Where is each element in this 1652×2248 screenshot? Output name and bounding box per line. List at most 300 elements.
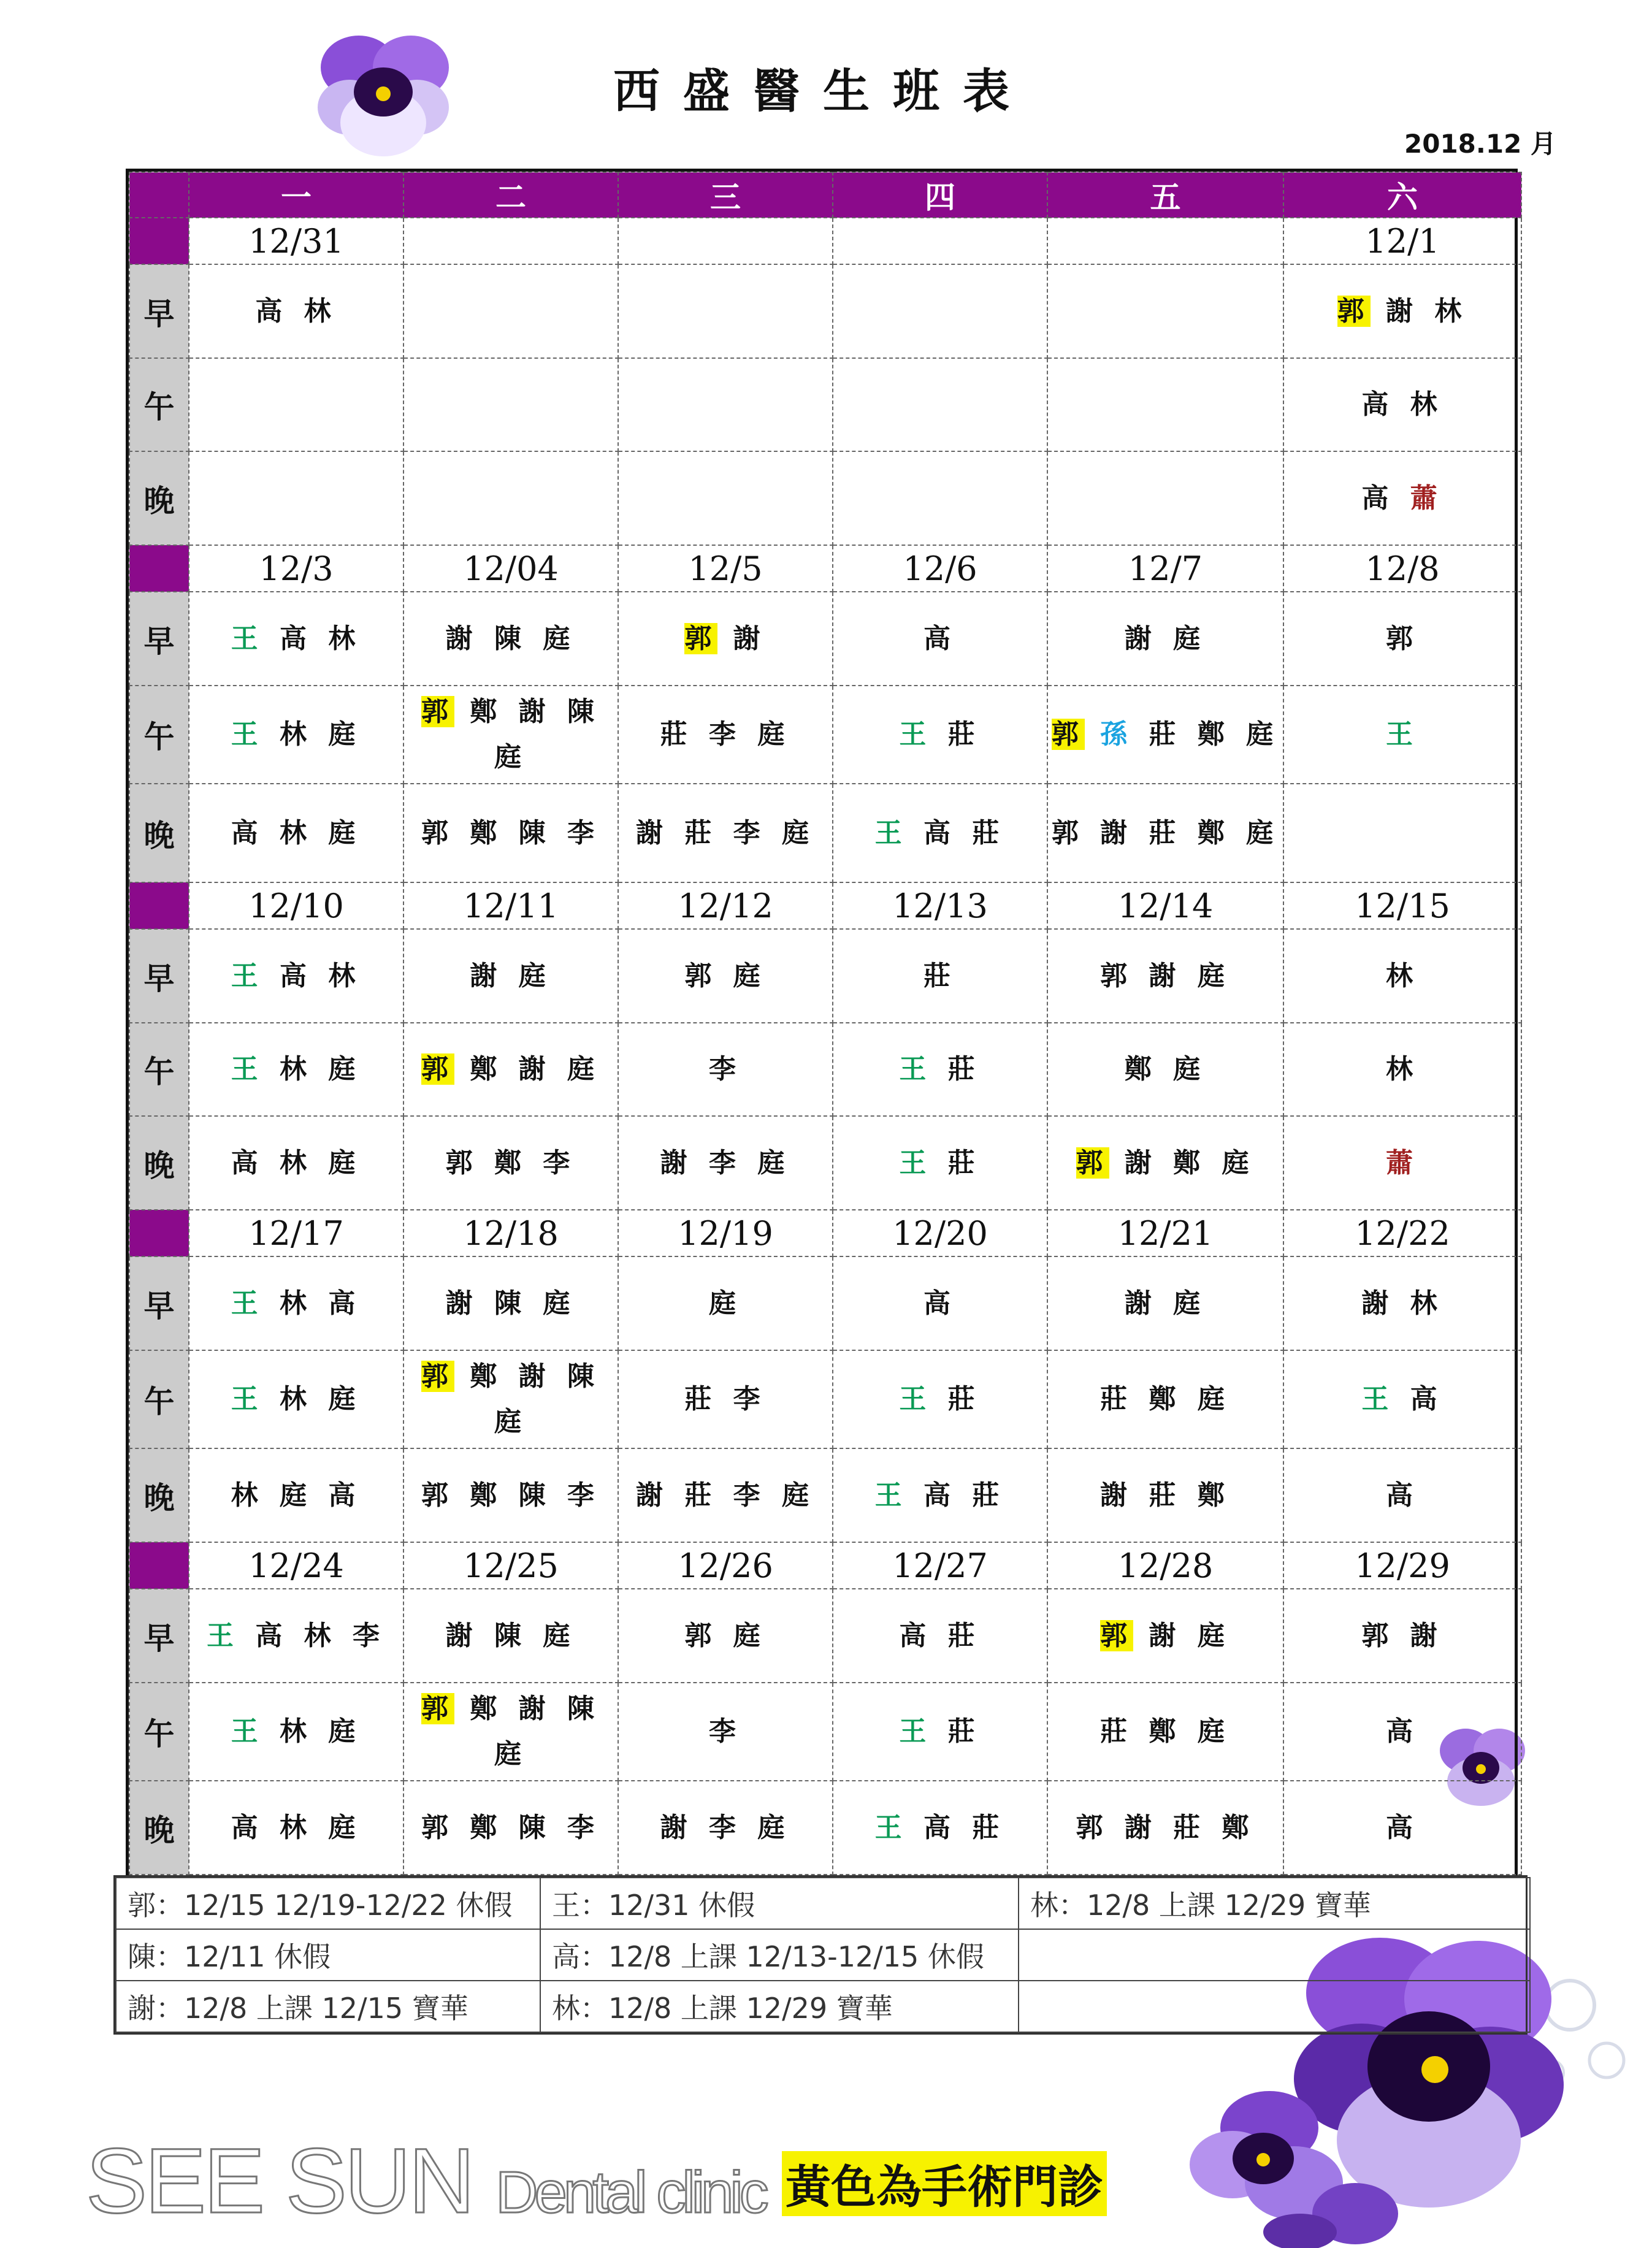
doctor-name: 李 — [709, 1716, 742, 1748]
doctor-name: 李 — [733, 1383, 767, 1415]
schedule-grid — [129, 172, 1522, 1875]
doctor-name: 謝 — [1410, 1619, 1444, 1651]
doctor-name: 鄭 — [470, 1053, 503, 1085]
doctor-name: 謝 — [445, 1619, 479, 1651]
shift-cell — [1283, 1023, 1521, 1117]
date-cell: 12/7 — [1047, 545, 1283, 592]
doctor-name: 鄭 — [470, 817, 503, 849]
shift-cell — [1283, 1589, 1521, 1683]
shift-cell — [1283, 1781, 1521, 1875]
doctor-name: 謝 — [1100, 817, 1134, 849]
date-cell: 12/14 — [1047, 882, 1283, 929]
doctor-name: 李 — [543, 1147, 576, 1179]
note-cell — [1019, 1981, 1530, 2032]
shift-cell — [1283, 358, 1521, 452]
doctor-name: 王 — [899, 1716, 933, 1748]
shift-cell — [833, 1023, 1047, 1117]
shift-cell — [1047, 264, 1283, 358]
doctor-name: 謝 — [470, 960, 503, 992]
slot-label: 午 — [129, 1683, 189, 1781]
shift-cell — [1283, 592, 1521, 686]
shift-cell — [833, 358, 1047, 452]
note-cell — [1019, 1929, 1530, 1981]
doctor-name: 庭 — [494, 1738, 527, 1770]
doctor-name: 庭 — [1197, 1716, 1231, 1748]
note-cell: 高：12/8 上課 12/13-12/15 休假 — [540, 1929, 1019, 1981]
doctor-name: 庭 — [757, 719, 791, 751]
slot-label: 早 — [129, 929, 189, 1023]
doctor-name: 林 — [1410, 389, 1444, 421]
doctor-name: 高 — [231, 1147, 264, 1179]
doctor-name: 郭 — [421, 696, 454, 728]
date-cell: 12/15 — [1283, 882, 1521, 929]
doctor-name: 庭 — [328, 1147, 362, 1179]
slot-row — [129, 1589, 1521, 1683]
doctor-name: 鄭 — [1197, 719, 1231, 751]
doctor-name: 謝 — [1386, 295, 1419, 327]
shift-cell — [403, 1023, 618, 1117]
shift-cell — [403, 784, 618, 882]
shift-cell — [403, 1116, 618, 1210]
shift-cell — [833, 929, 1047, 1023]
date-cell: 12/18 — [403, 1210, 618, 1256]
doctor-name: 莊 — [1173, 1811, 1207, 1843]
doctor-name: 庭 — [543, 622, 576, 654]
shift-cell — [403, 358, 618, 452]
doctor-name: 庭 — [280, 1479, 313, 1511]
doctor-name: 李 — [709, 719, 742, 751]
slot-row — [129, 1350, 1521, 1449]
note-cell: 王：12/31 休假 — [540, 1878, 1019, 1929]
doctor-name: 謝 — [1149, 960, 1182, 992]
doctor-name: 李 — [567, 817, 600, 849]
doctor-name: 庭 — [328, 817, 362, 849]
doctor-name: 庭 — [1246, 817, 1280, 849]
doctor-name: 李 — [567, 1811, 600, 1843]
doctor-name: 高 — [1361, 482, 1395, 514]
clinic-logo — [86, 2128, 765, 2234]
doctor-name: 高 — [231, 817, 264, 849]
doctor-name: 王 — [899, 1147, 933, 1179]
weekday-header-row — [129, 172, 1521, 218]
doctor-name: 鄭 — [470, 696, 503, 728]
slot-row — [129, 784, 1521, 882]
slot-label: 午 — [129, 1023, 189, 1117]
shift-cell — [618, 1256, 833, 1350]
doctor-name: 莊 — [947, 1383, 981, 1415]
shift-cell — [833, 784, 1047, 882]
clinic-logo-sub: Dental clinic — [495, 2160, 765, 2225]
doctor-name: 蕭 — [1410, 482, 1444, 514]
date-row-corner — [129, 545, 189, 592]
doctor-name: 庭 — [1246, 719, 1280, 751]
shift-cell — [189, 1350, 403, 1449]
doctor-name: 林 — [1434, 295, 1468, 327]
date-row — [129, 218, 1521, 264]
doctor-name: 庭 — [781, 817, 815, 849]
doctor-name: 陳 — [518, 1479, 552, 1511]
shift-cell — [403, 1448, 618, 1542]
slot-label: 早 — [129, 264, 189, 358]
doctor-name: 郭 — [1361, 1619, 1395, 1651]
month-label: 2018.12 月 — [1404, 129, 1556, 159]
shift-cell — [1047, 1781, 1283, 1875]
slot-label: 午 — [129, 686, 189, 784]
surgery-legend: 黃色為手術門診 — [782, 2151, 1107, 2216]
date-row-corner — [129, 1210, 189, 1256]
date-cell: 12/28 — [1047, 1542, 1283, 1589]
shift-cell — [1047, 1350, 1283, 1449]
doctor-name: 庭 — [494, 1406, 527, 1438]
shift-cell — [833, 1589, 1047, 1683]
shift-cell — [1283, 686, 1521, 784]
doctor-name: 林 — [1410, 1287, 1444, 1319]
doctor-name: 莊 — [1149, 1479, 1182, 1511]
shift-cell — [403, 929, 618, 1023]
doctor-name: 庭 — [1173, 1053, 1207, 1085]
doctor-name: 謝 — [518, 1361, 552, 1393]
shift-cell — [1047, 1683, 1283, 1781]
doctor-name: 莊 — [972, 1479, 1006, 1511]
shift-cell — [1283, 784, 1521, 882]
slot-label: 午 — [129, 358, 189, 452]
doctor-name: 林 — [328, 960, 362, 992]
shift-cell — [403, 1256, 618, 1350]
header-corner — [129, 172, 189, 218]
shift-cell — [189, 1256, 403, 1350]
doctor-name: 庭 — [1173, 622, 1207, 654]
doctor-name: 莊 — [972, 1811, 1006, 1843]
shift-cell — [189, 1683, 403, 1781]
doctor-name: 郭 — [684, 622, 718, 654]
slot-row — [129, 1781, 1521, 1875]
shift-cell — [1283, 1256, 1521, 1350]
doctor-name: 庭 — [1197, 1619, 1231, 1651]
doctor-name: 莊 — [947, 719, 981, 751]
doctor-name: 鄭 — [1149, 1383, 1182, 1415]
doctor-name: 郭 — [421, 1361, 454, 1393]
slot-row — [129, 451, 1521, 545]
doctor-name: 謝 — [445, 622, 479, 654]
doctor-name: 鄭 — [1197, 817, 1231, 849]
shift-cell — [189, 1116, 403, 1210]
shift-cell — [1047, 1256, 1283, 1350]
doctor-name: 郭 — [1100, 1619, 1134, 1651]
shift-cell — [833, 1350, 1047, 1449]
shift-cell — [618, 1023, 833, 1117]
doctor-name: 莊 — [947, 1716, 981, 1748]
note-cell: 謝：12/8 上課 12/15 寶華 — [116, 1981, 540, 2032]
doctor-name: 王 — [231, 960, 264, 992]
doctor-name: 陳 — [518, 817, 552, 849]
shift-cell — [189, 686, 403, 784]
doctor-name: 王 — [874, 1479, 908, 1511]
shift-cell — [833, 264, 1047, 358]
slot-row — [129, 1683, 1521, 1781]
doctor-name: 謝 — [1124, 622, 1158, 654]
date-cell: 12/25 — [403, 1542, 618, 1589]
doctor-name: 郭 — [1337, 295, 1371, 327]
doctor-name: 郭 — [421, 1479, 454, 1511]
doctor-name: 鄭 — [1124, 1053, 1158, 1085]
doctor-name: 王 — [231, 622, 264, 654]
doctor-name: 庭 — [328, 719, 362, 751]
doctor-name: 庭 — [494, 741, 527, 773]
slot-row — [129, 264, 1521, 358]
doctor-name: 王 — [231, 1716, 264, 1748]
doctor-name: 王 — [1361, 1383, 1395, 1415]
date-cell: 12/11 — [403, 882, 618, 929]
date-cell — [618, 218, 833, 264]
date-cell: 12/31 — [189, 218, 403, 264]
clinic-logo-main: SEE SUN — [86, 2129, 496, 2232]
doctor-name: 郭 — [1100, 960, 1134, 992]
doctor-name: 莊 — [947, 1053, 981, 1085]
doctor-name: 王 — [899, 1053, 933, 1085]
doctor-name: 林 — [280, 1383, 313, 1415]
doctor-name: 莊 — [1149, 719, 1182, 751]
doctor-name: 李 — [352, 1619, 386, 1651]
doctor-name: 高 — [924, 817, 957, 849]
doctor-name: 林 — [1386, 1053, 1419, 1085]
doctor-name: 謝 — [445, 1287, 479, 1319]
doctor-name: 高 — [280, 960, 313, 992]
shift-cell — [618, 592, 833, 686]
shift-cell — [618, 1589, 833, 1683]
shift-cell — [189, 1589, 403, 1683]
shift-cell — [403, 592, 618, 686]
shift-cell — [403, 1683, 618, 1781]
shift-cell — [1047, 686, 1283, 784]
shift-cell — [189, 264, 403, 358]
shift-cell — [189, 592, 403, 686]
doctor-name: 鄭 — [470, 1693, 503, 1725]
shift-cell — [1047, 1589, 1283, 1683]
doctor-name: 林 — [280, 817, 313, 849]
shift-cell — [1283, 1448, 1521, 1542]
doctor-name: 庭 — [328, 1053, 362, 1085]
doctor-name: 郭 — [1386, 622, 1419, 654]
schedule-table — [126, 169, 1518, 1878]
doctor-name: 高 — [924, 622, 957, 654]
doctor-name: 王 — [874, 1811, 908, 1843]
date-cell — [833, 218, 1047, 264]
doctor-name: 林 — [280, 719, 313, 751]
doctor-name: 謝 — [518, 1053, 552, 1085]
slot-row — [129, 1256, 1521, 1350]
doctor-name: 王 — [874, 817, 908, 849]
doctor-name: 謝 — [518, 696, 552, 728]
doctor-name: 庭 — [328, 1716, 362, 1748]
doctor-name: 謝 — [733, 622, 767, 654]
date-cell: 12/6 — [833, 545, 1047, 592]
doctor-name: 莊 — [972, 817, 1006, 849]
doctor-name: 謝 — [1124, 1811, 1158, 1843]
date-cell: 12/10 — [189, 882, 403, 929]
doctor-name: 謝 — [1361, 1287, 1395, 1319]
doctor-name: 鄭 — [494, 1147, 527, 1179]
shift-cell — [618, 686, 833, 784]
doctor-name: 庭 — [1197, 1383, 1231, 1415]
doctor-name: 庭 — [543, 1287, 576, 1319]
doctor-name: 王 — [231, 1383, 264, 1415]
shift-cell — [1283, 1683, 1521, 1781]
doctor-name: 庭 — [1173, 1287, 1207, 1319]
slot-row — [129, 1116, 1521, 1210]
date-cell: 12/29 — [1283, 1542, 1521, 1589]
slot-label: 晚 — [129, 1116, 189, 1210]
shift-cell — [618, 1116, 833, 1210]
shift-cell — [618, 1350, 833, 1449]
note-cell: 林：12/8 上課 12/29 寶華 — [540, 1981, 1019, 2032]
doctor-name: 郭 — [1076, 1147, 1109, 1179]
shift-cell — [189, 784, 403, 882]
doctor-name: 王 — [231, 1053, 264, 1085]
doctor-name: 林 — [280, 1053, 313, 1085]
doctor-name: 高 — [924, 1479, 957, 1511]
doctor-name: 陳 — [494, 1619, 527, 1651]
date-row — [129, 1542, 1521, 1589]
doctor-name: 鄭 — [470, 1811, 503, 1843]
doctor-name: 王 — [207, 1619, 240, 1651]
doctor-name: 李 — [709, 1053, 742, 1085]
shift-cell — [403, 451, 618, 545]
doctor-name: 林 — [304, 1619, 337, 1651]
doctor-name: 謝 — [1149, 1619, 1182, 1651]
doctor-name: 郭 — [684, 960, 718, 992]
doctor-name: 陳 — [567, 1361, 600, 1393]
doctor-name: 李 — [709, 1147, 742, 1179]
slot-label: 早 — [129, 1589, 189, 1683]
date-cell — [1047, 218, 1283, 264]
shift-cell — [833, 1256, 1047, 1350]
doctor-name: 莊 — [1149, 817, 1182, 849]
note-cell: 郭：12/15 12/19-12/22 休假 — [116, 1878, 540, 1929]
doctor-name: 謝 — [1124, 1287, 1158, 1319]
doctor-name: 莊 — [947, 1619, 981, 1651]
doctor-name: 庭 — [757, 1147, 791, 1179]
shift-cell — [189, 1448, 403, 1542]
shift-cell — [833, 1781, 1047, 1875]
date-cell: 12/22 — [1283, 1210, 1521, 1256]
weekday-header: 二 — [403, 172, 618, 218]
slot-row — [129, 929, 1521, 1023]
doctor-name: 郭 — [445, 1147, 479, 1179]
shift-cell — [1047, 592, 1283, 686]
slot-label: 晚 — [129, 1781, 189, 1875]
doctor-name: 鄭 — [1173, 1147, 1207, 1179]
doctor-name: 郭 — [421, 1053, 454, 1085]
doctor-name: 陳 — [494, 622, 527, 654]
date-cell: 12/19 — [618, 1210, 833, 1256]
slot-row — [129, 592, 1521, 686]
shift-cell — [1283, 1116, 1521, 1210]
weekday-header: 四 — [833, 172, 1047, 218]
doctor-name: 庭 — [328, 1811, 362, 1843]
doctor-name: 庭 — [1197, 960, 1231, 992]
shift-cell — [189, 451, 403, 545]
date-cell: 12/3 — [189, 545, 403, 592]
date-row — [129, 1210, 1521, 1256]
doctor-name: 謝 — [660, 1811, 694, 1843]
shift-cell — [1283, 264, 1521, 358]
doctor-name: 林 — [231, 1479, 264, 1511]
doctor-name: 林 — [280, 1287, 313, 1319]
date-cell: 12/17 — [189, 1210, 403, 1256]
shift-cell — [1283, 1350, 1521, 1449]
note-cell: 陳：12/11 休假 — [116, 1929, 540, 1981]
shift-cell — [1047, 358, 1283, 452]
doctor-name: 庭 — [328, 1383, 362, 1415]
weekday-header: 一 — [189, 172, 403, 218]
date-cell: 12/1 — [1283, 218, 1521, 264]
doctor-name: 庭 — [757, 1811, 791, 1843]
weekday-header: 六 — [1283, 172, 1521, 218]
doctor-name: 高 — [1386, 1811, 1419, 1843]
doctor-name: 鄭 — [470, 1361, 503, 1393]
shift-cell — [833, 1448, 1047, 1542]
note-cell: 林：12/8 上課 12/29 寶華 — [1019, 1878, 1530, 1929]
doctor-name: 莊 — [684, 1383, 718, 1415]
doctor-name: 王 — [899, 719, 933, 751]
doctor-name: 林 — [1386, 960, 1419, 992]
weekday-header: 五 — [1047, 172, 1283, 218]
doctor-name: 高 — [899, 1619, 933, 1651]
doctor-name: 高 — [328, 1479, 362, 1511]
doctor-name: 孫 — [1100, 719, 1134, 751]
doctor-name: 莊 — [947, 1147, 981, 1179]
shift-cell — [1047, 1116, 1283, 1210]
shift-cell — [1047, 451, 1283, 545]
doctor-name: 莊 — [684, 1479, 718, 1511]
date-cell: 12/13 — [833, 882, 1047, 929]
doctor-name: 莊 — [684, 817, 718, 849]
doctor-name: 王 — [899, 1383, 933, 1415]
shift-cell — [618, 451, 833, 545]
slot-label: 早 — [129, 592, 189, 686]
shift-cell — [1047, 784, 1283, 882]
doctor-name: 李 — [733, 1479, 767, 1511]
shift-cell — [189, 358, 403, 452]
page-title: 西盛醫生班表 — [613, 64, 1033, 118]
shift-cell — [1047, 1023, 1283, 1117]
doctor-name: 王 — [231, 1287, 264, 1319]
shift-cell — [618, 1781, 833, 1875]
doctor-name: 高 — [255, 1619, 289, 1651]
doctor-name: 莊 — [924, 960, 957, 992]
doctor-name: 高 — [1386, 1716, 1419, 1748]
shift-cell — [403, 686, 618, 784]
date-row-corner — [129, 882, 189, 929]
doctor-name: 鄭 — [1197, 1479, 1231, 1511]
doctor-name: 李 — [733, 817, 767, 849]
doctor-name: 陳 — [567, 696, 600, 728]
doctor-name: 鄭 — [470, 1479, 503, 1511]
slot-label: 晚 — [129, 784, 189, 882]
doctor-name: 高 — [924, 1287, 957, 1319]
doctor-name: 庭 — [733, 1619, 767, 1651]
doctor-name: 高 — [328, 1287, 362, 1319]
doctor-name: 蕭 — [1386, 1147, 1419, 1179]
doctor-name: 謝 — [518, 1693, 552, 1725]
notes-row — [116, 1981, 1530, 2032]
date-cell: 12/20 — [833, 1210, 1047, 1256]
date-row — [129, 545, 1521, 592]
doctor-name: 謝 — [1124, 1147, 1158, 1179]
slot-row — [129, 1448, 1521, 1542]
doctor-name: 謝 — [1100, 1479, 1134, 1511]
pansy-flower-icon — [310, 21, 457, 162]
